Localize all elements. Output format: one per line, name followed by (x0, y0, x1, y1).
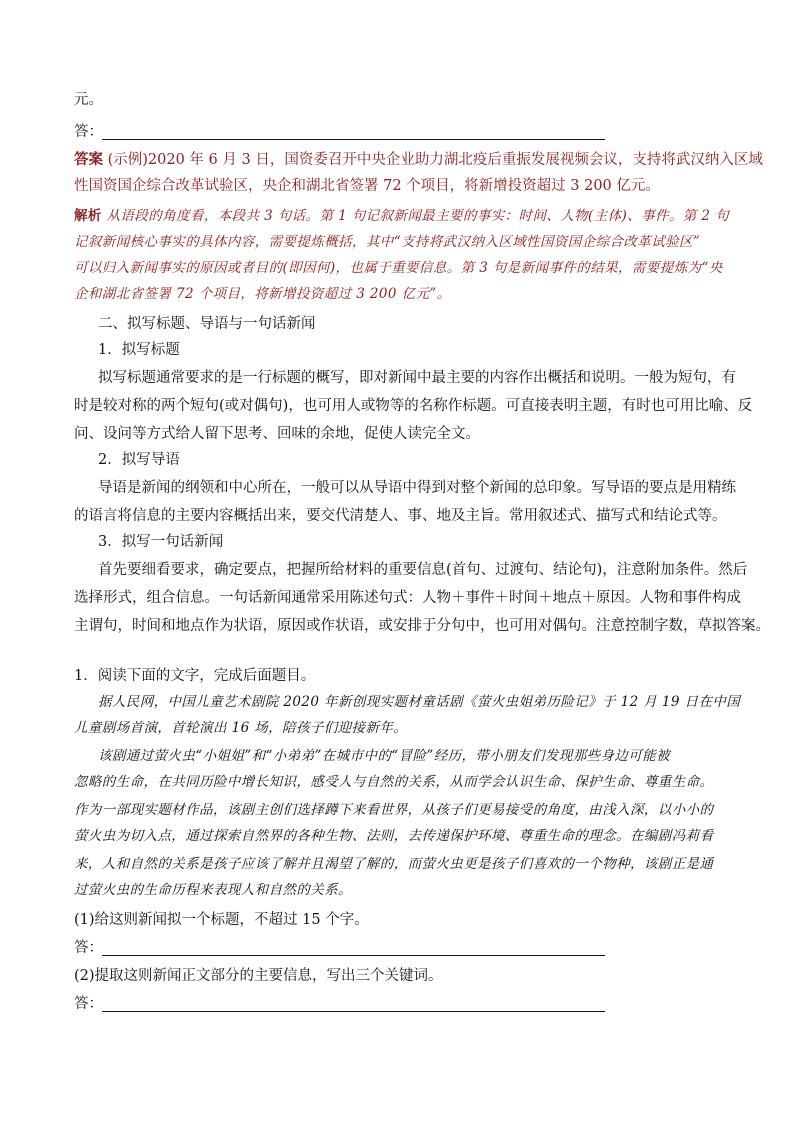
para-lead-2: 的语言将信息的主要内容概括出来，要交代清楚人、事、地及主旨。常用叙述式、描写式和结论式等。 (74, 508, 727, 524)
analysis-line-3: 可以归入新闻事实的原因或者目的(即因何)，也属于重要信息。第 3 句是新闻事件的结果，需要提炼为“央 (74, 260, 723, 276)
answer-tag: 答案 (74, 151, 103, 168)
passage-b-line-1: 该剧通过萤火虫“小姐姐”和“小弟弟”在城市中的“冒险”经历，带小朋友们发现那些身边可能被 (98, 748, 671, 764)
answer-blank-line-q2[interactable] (102, 1011, 605, 1012)
subheading-lead: 2．拟写导语 (98, 452, 180, 468)
passage-b-line-6: 过萤火虫的生命历程来表现人和自然的关系。 (74, 882, 352, 898)
answer-blank-line-q1[interactable] (102, 955, 605, 956)
analysis-line-1 (74, 206, 729, 226)
section-heading: 二、拟写标题、导语与一句话新闻 (98, 316, 316, 332)
passage-a-line-2: 儿童剧场首演，首轮演出 16 场，陪孩子们迎接新年。 (74, 720, 408, 736)
para-lead-1: 导语是新闻的纲领和中心所在，一般可以从导语中得到对整个新闻的总印象。写导语的要点是用精练 (98, 480, 736, 496)
para-one-sentence-3: 主谓句，时间和地点作为状语，原因或作状语，或安排于分句中，也可用对偶句。注意控制字数，草拟答案。 (74, 618, 770, 634)
exercise-title: 1．阅读下面的文字，完成后面题目。 (74, 668, 316, 684)
answer-line-2: 性国资国企综合改革试验区，央企和湖北省签署 72 个项目，将新增投资超过 3 200 亿元。 (74, 178, 660, 194)
answer-label-q2: 答： (74, 996, 103, 1012)
passage-b-line-2: 忽略的生命，在共同历险中增长知识，感受人与自然的关系，从而学会认识生命、保护生命、尊重生命。 (74, 774, 714, 790)
passage-b-line-4: 萤火虫为切入点，通过探索自然界的各种生物、法则，去传递保护环境、尊重生命的理念。在编剧冯莉看 (74, 828, 714, 844)
para-title-2: 时是较对称的两个短句(或对偶句)，也可用人或物等的名称作标题。可直接表明主题，有时也可用比喻、反 (74, 398, 753, 414)
passage-b-line-5: 来，人和自然的关系是孩子应该了解并且渴望了解的，而萤火虫更是孩子们喜欢的一个物种，该剧正是通 (74, 856, 714, 872)
passage-a-line-1: 据人民网，中国儿童艺术剧院 2020 年新创现实题材童话剧《萤火虫姐弟历险记》于 12 月 19 日在中国 (98, 694, 741, 710)
question-2: (2)提取这则新闻正文部分的主要信息，写出三个关键词。 (74, 968, 443, 984)
analysis-line-2: 记叙新闻核心事实的具体内容，需要提炼概括，其中“支持将武汉纳入区域性国资国企综合改革试验区” (74, 234, 701, 250)
para-one-sentence-2: 选择形式，组合信息。一句话新闻通常采用陈述句式：人物＋事件＋时间＋地点＋原因。人物和事件构成 (74, 590, 741, 606)
analysis-text-1: 从语段的角度看，本段共 3 句话。第 1 句记叙新闻最主要的事实：时间、人物(主体)、事件。第 2 句 (106, 208, 729, 224)
para-one-sentence-1: 首先要细看要求，确定要点，把握所给材料的重要信息(首句、过渡句、结论句)，注意附加条件。然后 (98, 562, 748, 578)
subheading-title: 1．拟写标题 (98, 342, 180, 358)
answer-text-1: (示例)2020 年 6 月 3 日，国资委召开中央企业助力湖北疫后重振发展视频会议，支持将武汉纳入区域 (107, 152, 763, 168)
passage-b-line-3: 作为一部现实题材作品，该剧主创们选择蹲下来看世界，从孩子们更易接受的角度，由浅入深，以小小的 (74, 802, 714, 818)
para-title-1: 拟写标题通常要求的是一行标题的概写，即对新闻中最主要的内容作出概括和说明。一般为短句，有 (98, 370, 736, 386)
continued-text: 元。 (74, 92, 103, 108)
para-title-3: 问、设问等方式给人留下思考、回味的余地，促使人读完全文。 (74, 426, 480, 442)
analysis-line-4: 企和湖北省签署 72 个项目，将新增投资超过 3 200 亿元”。 (74, 286, 451, 302)
answer-line-1 (74, 150, 763, 170)
answer-blank-line[interactable] (102, 139, 605, 140)
subheading-one-sentence: 3．拟写一句话新闻 (98, 534, 224, 550)
answer-label: 答： (74, 124, 103, 140)
analysis-tag: 解析 (74, 208, 102, 224)
answer-label-q1: 答： (74, 940, 103, 956)
question-1: (1)给这则新闻拟一个标题，不超过 15 个字。 (74, 912, 369, 928)
